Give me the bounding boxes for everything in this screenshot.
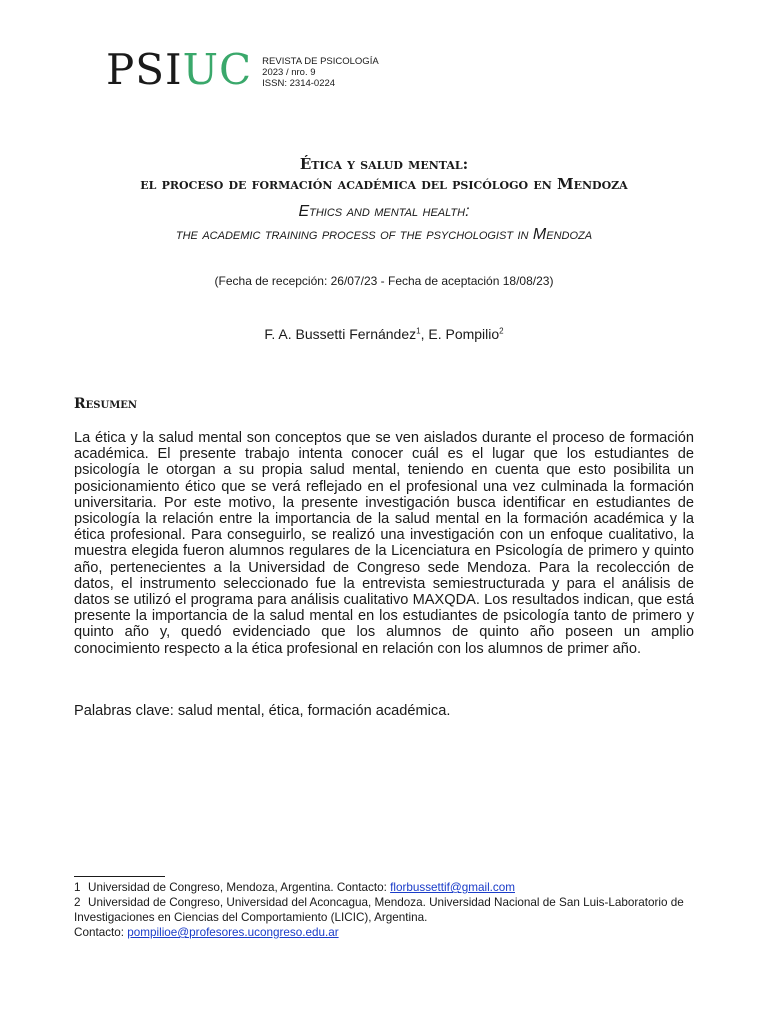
logo-part-uc: UC (182, 45, 253, 94)
logo-part-psi: PSI (106, 45, 183, 94)
footnote-2-contact-label: Contacto: (74, 926, 128, 939)
footnote-2-email-link[interactable]: pompilioe@profesores.ucongreso.edu.ar (127, 926, 339, 939)
title-english-line1: Ethics and mental health: (298, 203, 470, 220)
article-titles (74, 154, 694, 246)
keywords: Palabras clave: salud mental, ética, formación académica. (74, 703, 451, 719)
author-list (74, 326, 694, 342)
footnote-2-number: 2 (74, 896, 81, 909)
journal-issue: 2023 / nro. 9 (262, 67, 316, 78)
abstract-body: La ética y la salud mental son conceptos que se ven aislados durante el proceso de formación académica. El presente trabajo intenta conocer cuál es el lugar que los estudiantes de psicología le otorgan a su propia salud mental, teniendo en cuenta que esto posibilita un posicionamiento ético que se verá reflejado en el profesional una vez culminada la formación universitaria. Por este motivo, la presente investigación busca identificar en estudiantes de psicología la relación entre la importancia de la salud mental en la formación académica y la ética profesional. Para conseguirlo, se realizó una investigación con un enfoque cualitativo, la muestra elegida fueron alumnos regulares de la Licenciatura en Psicología de primero y quinto año, pertenecientes a la Universidad de Congreso sede Mendoza. Para la recolección de datos, el instrumento seleccionado fue la entrevista semiestructurada y para el análisis de datos se utilizó el programa para análisis cualitativo MAXQDA. Los resultados indican, que está presente la importancia de la salud mental en los estudiantes de psicología tanto de primero y quinto año y, quedó evidenciado que los alumnos de quinto año poseen un amplio conocimiento respecto a la ética profesional en relación con los alumnos de primer año. (74, 430, 694, 657)
footnote-1-text: Universidad de Congreso, Mendoza, Argentina. Contacto: (88, 881, 391, 894)
footnote-2 (74, 895, 694, 940)
footnote-1-number: 1 (74, 881, 81, 894)
journal-logo (106, 45, 379, 94)
footnote-1-email-link[interactable]: florbussettif@gmail.com (390, 881, 515, 894)
author-separator: , (420, 326, 429, 342)
footnotes (74, 880, 694, 940)
title-spanish (74, 154, 694, 194)
journal-info (262, 56, 379, 89)
title-english (74, 200, 694, 246)
author-1: F. A. Bussetti Fernández (264, 326, 417, 342)
footnote-divider (74, 876, 165, 877)
footnote-2-text: Universidad de Congreso, Universidad del Aconcagua, Mendoza. Universidad Nacional de San Luis-Laboratorio de Investigaciones en Ciencias del Comportamiento (LICIC), Argentina. (74, 896, 684, 924)
author-2: E. Pompilio (428, 326, 500, 342)
title-english-line2: the academic training process of the psychologist in Mendoza (175, 226, 593, 243)
submission-dates: (Fecha de recepción: 26/07/23 - Fecha de aceptación 18/08/23) (214, 274, 554, 288)
footnote-1 (74, 880, 694, 895)
author-2-footnote-ref[interactable]: 2 (499, 326, 504, 336)
abstract-heading: Resumen (74, 396, 138, 412)
author-1-footnote-ref[interactable]: 1 (416, 326, 421, 336)
title-spanish-line1: Ética y salud mental: (299, 155, 469, 173)
journal-name: REVISTA DE PSICOLOGÍA (262, 56, 379, 67)
title-spanish-line2: el proceso de formación académica del psicólogo en Mendoza (140, 175, 628, 193)
logo-wordmark (106, 45, 253, 94)
journal-issn: ISSN: 2314-0224 (262, 78, 336, 89)
